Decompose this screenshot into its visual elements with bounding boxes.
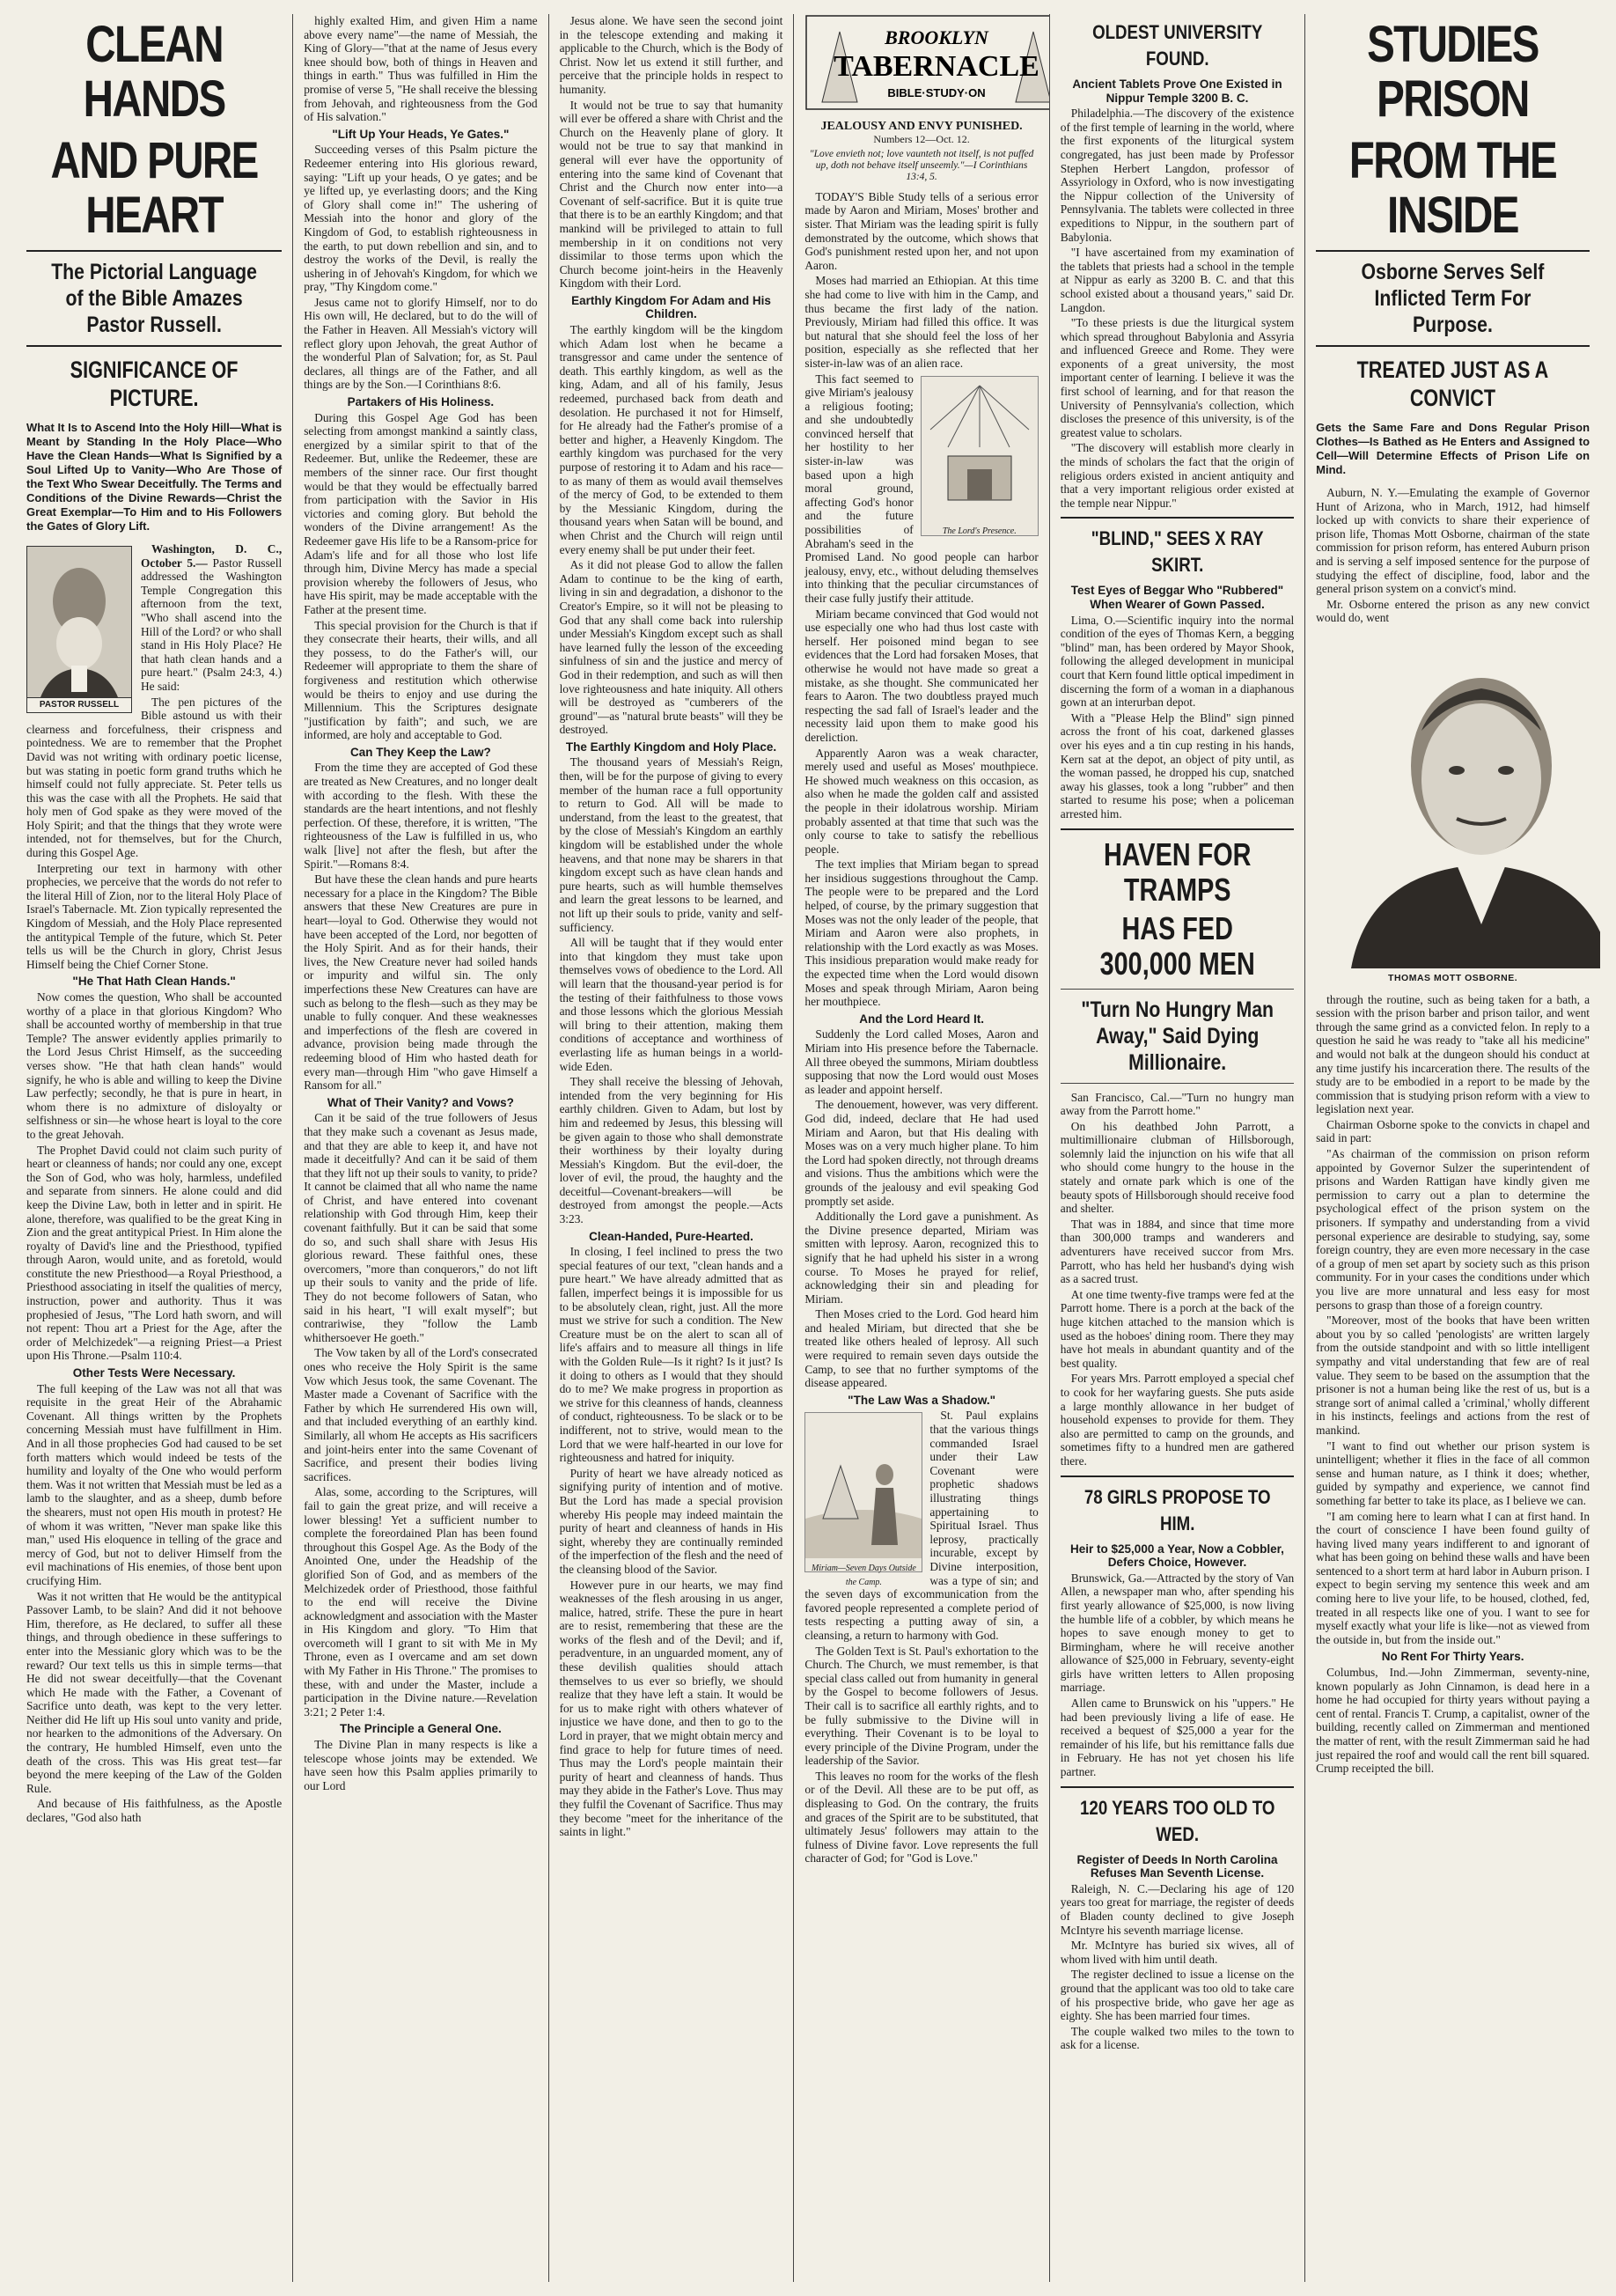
illustration-artwork (805, 1413, 922, 1558)
headline-studies-prison-2: FROM THE INSIDE (1348, 132, 1557, 244)
paragraph: St. Paul explains that the various things commanded Israel under their Law Covenant were prophetic shadows illustrating things appertaining to Spiritual Israel. Thus leprosy, practically incurable, except by Divine interposition, was a type of sin; and the seven days of excommunication from the favored people represented a complete period of tests respecting a putting away of sin, a cleansing, a return to harmony with God. (804, 1409, 1039, 1642)
paragraph: Additionally the Lord gave a punishment. As the Divine presence departed, Miriam was smitten with leprosy. Aaron, recognized this to signify that he had upheld his sister in a wrong course. To Moses he prayed for relief, acknowledging their sin and pleading for Miriam. (804, 1210, 1039, 1306)
subhead-pictorial-language: The Pictorial Language of the Bible Amazes Pastor Russell. (51, 260, 257, 337)
column-2 (293, 14, 548, 2282)
paragraph: "Moreover, most of the books that have been written about you by so called 'penologists' are written largely from the outside standpoint and with so little intelligent sympathy and vital understanding that few are of real value. They seem to be based on the assumption that the prisoner is not a human being like the rest of us, but is a strange sort of animal called a 'criminal,' wholly different in his instincts, feelings and actions from the rest of mankind. (1316, 1314, 1590, 1437)
paragraph: But have these the clean hands and pure hearts necessary for a place in the Kingdom? The Bible answers that these New Creatures are pure in heart—loyal to God. Otherwise they would not have been accepted of the Lord, nor begotten of the Holy Spirit. And as for their hands, their lives, the New Creature never had soiled hands or impurity and wilful sin. The only imperfections these New Creatures can have are such as belong to the flesh—such as they may be unable to fully conquer. And these weaknesses and imperfections of the flesh are covered in advance, provision being made through the redeeming blood of Him who hasted death for every man—through Him "who gave Himself a Ransom for all." (304, 872, 538, 1093)
pastor-russell-portrait (26, 546, 132, 713)
paragraph: From the time they are accepted of God these are treated as New Creatures, and no longer dealt with according to the flesh. With these the standards are the heart intentions, and not fleshly perfection. Of these, therefore, it is written, "The righteousness of the Law is fulfilled in us, who walk [live] not after the flesh, but after the Spirit."—Romans 8:4. (304, 761, 538, 871)
paragraph: Lima, O.—Scientific inquiry into the normal condition of the eyes of Thomas Kern, a begging "blind" man, has been ordered by Mayor Shook, following the alleged development in municipal court that Kern found little optical impediment in discerning the form of a woman in a diaphanous gown at an interurban depot. (1060, 613, 1295, 710)
divider (1061, 517, 1294, 519)
illustration-caption: The Lord's Presence. (942, 526, 1017, 537)
paragraph: As it did not please God to allow the fallen Adam to continue to be the king of earth, living in sin and degradation, a dishonor to the Creator's Empire, so it will not be pleasing to God that any shall come back into rulership under Messiah's Kingdom except such as shall have learned fully the lesson of the exceeding sinfulness of sin and the justice and mercy of God in their redemption, and such as will then love righteousness and hate iniquity. All others will be destroyed as "cumberers of the ground"—as "natural brute beasts" will they be destroyed. (559, 558, 783, 737)
paragraph: "I am coming here to learn what I can at first hand. In the court of conscience I have been found guilty of having lived many years indifferent to and ignorant of what has been going on behind these walls and have been sentenced to a short term at hard labor in Auburn prison. I expect to begin serving my sentence this week and am coming here to live your life, to be housed, clothed, fed, treated in all respects like one of you. I want to see for myself exactly what your life is like—not as viewed from the outside in, but from the inside out." (1316, 1509, 1590, 1646)
paragraph: This special provision for the Church is that if they consecrate their hearts, their wills, and all they possess, to do the Father's will, our Redeemer will appropriate to them the share of forgiveness and restitution which otherwise would be theirs to enjoy and use during the Millennium. This the Scriptures designate "justification by faith"; and such, we are informed, are holy and acceptable to God. (304, 618, 538, 742)
section-head-treated-convict: TREATED JUST AS A CONVICT (1356, 357, 1549, 411)
headline-clean-hands-2: AND PURE HEART (50, 132, 258, 244)
paragraph: The couple walked two miles to the town to ask for a license. (1060, 2024, 1295, 2052)
headline-haven-tramps-1: HAVEN FOR TRAMPS (1103, 835, 1252, 908)
paragraph: Jesus came not to glorify Himself, nor to do His own will, He declared, but to do the will of the Father in Heaven. All Messiah's victory will reflect glory upon Jehovah, the great Author of the wonderful Plan of Salvation; for, as St. Paul declares, all things are of the Father, and all things are by the Son.—I Corinthians 8:6. (304, 295, 538, 392)
paragraph: The full keeping of the Law was not all that was requisite in the great Heir of the Abrahamic Covenant. All things written by the Prophets concerning Messiah must have fulfillment in Him. And in all those prophecies God had caused to be set forth matters which would indeed be tests of the humility and loyalty of the One who would perform them. Was it not written that Messiah must be led as a lamb to the slaughter, and as a sheep, dumb before the shearers, must not open His mouth in protest? He of whom it was written, "Never man spake like this man," used His eloquence in telling of the grace and mercy of God, but not to deliver Himself from the evil machinations of His enemies, of those bent upon crucifying Him. (26, 1381, 283, 1587)
subhead-clean-handed: Clean-Handed, Pure-Hearted. (589, 1229, 753, 1243)
illustration-artwork (922, 377, 1038, 522)
paragraph: On his deathbed John Parrott, a multimillionaire clubman of Hillsborough, solemnly laid the injunction on his wife that all who should come hungry to the house in the stately and ornate park which is one of the beauty spots of Hillsborough should receive food and shelter. (1060, 1119, 1295, 1216)
paragraph: Philadelphia.—The discovery of the existence of the first temple of learning in the world, where the first exponents of the liturgical system congregated, has just been made by Professor Stephen Herbert Langdon, professor of Assyriology in Oxford, who is now investigating the Nippur collection of the University of Pennsylvania. The tablets were collected in three expeditions to Nippur, in the southern part of Babylonia. (1060, 107, 1295, 244)
dateline: Washington, D. C., October 5.— (141, 542, 283, 570)
divider (1316, 250, 1590, 252)
paragraph: That was in 1884, and since that time more than 300,000 tramps and wanderers and adventurers have received succor from Mrs. Parrott, who has held her husband's dying wish as a sacred trust. (1060, 1217, 1295, 1286)
subhead-no-rent: No Rent For Thirty Years. (1381, 1650, 1524, 1664)
deck-oldest-university: Ancient Tablets Prove One Existed in Nippur Temple 3200 B. C. (1072, 77, 1282, 105)
portrait-illustration (27, 547, 131, 712)
divider (1316, 345, 1590, 347)
paragraph: through the routine, such as being taken for a bath, a session with the prison barber and prison tailor, and went through the same grind as a convicted felon. In reply to a question he said he was ready to "take all his medicine" and would not balk at the dungeon should his conduct at any time justify his incarceration there. The results of the study are to be embodied in a report to be made by the commission that is studying prison reform with a view to legislation next year. (1316, 992, 1590, 1116)
paragraph: San Francisco, Cal.—"Turn no hungry man away from the Parrott home." (1060, 1090, 1295, 1118)
paragraph: All will be taught that if they would enter into that kingdom they must take upon themselves vows of obedience to the Lord. All will learn that the thousand-year period is for the testing of their faithfulness to those vows and those lessons which the glorious Messiah will bring to their attention, making them conditions of acceptance and worthiness of everlasting life as human beings in a world-wide Eden. (559, 936, 783, 1073)
paragraph: TODAY'S Bible Study tells of a serious error made by Aaron and Miriam, Moses' brother and sister. That Miriam was the leading spirit is fully demonstrated by the outcome, which shows that God's punishment rested upon her, and not upon Aaron. (804, 189, 1039, 272)
subhead-lift-up-heads: "Lift Up Your Heads, Ye Gates." (332, 127, 510, 141)
paragraph: During this Gospel Age God has been selecting from amongst mankind a saintly class, energized by a similar spirit to that of the Redeemer. But, unlike the Redeemer, these are members of the sinner race. Our first thought would be that they would be effectually barred from participation with the Savior in His victories and coming glory. But behold the wonders of the Divine arrangement! As the Redeemer gave His life to be a Ransom-price for Adam's life and for all those who lost life through him, Divine Mercy has made a special provision whereby the followers of Jesus, who have His spirit, may be made acceptable with the Father at the present time. (304, 410, 538, 616)
subhead-vanity-vows: What of Their Vanity? and Vows? (327, 1095, 514, 1109)
paragraph: Mr. Osborne entered the prison as any new convict would do, went (1316, 597, 1590, 625)
paragraph: The earthly kingdom will be the kingdom which Adam lost when he became a transgressor and came under the sentence of death. This earthly kingdom, as well as the king, Adam, and all of his family, Jesus redeemed, purchased back from death and desolation. He purchased it not for Himself, for He already had the Father's promise of a better and higher, a Heavenly Kingdom. The earthly kingdom was purchased for the very purpose of restoring it to Adam and his race—to as many of them as would avail themselves of the mercy of God, to be extended to them by the Messianic Kingdom, during the thousand years when Satan will be bound, and when Christ and the Church will reign until every enemy shall be put under their feet. (559, 323, 783, 556)
paragraph: Moses had married an Ethiopian. At this time she had come to live with him in the Camp, and thus became the first lady of the nation. Previously, Miriam had filled this office. It was but natural that she should feel the loss of her position, especially as she reflected that her sister-in-law was of an alien race. (804, 274, 1039, 370)
divider (1061, 989, 1294, 990)
paragraph: "To these priests is due the liturgical system which spread throughout Babylonia and Assyria and influenced Greece and Rome. They were exponents of a great university, the most important center of learning. I believe it was the first school of learning, and for that reason the University of Pennsylvania's collection, which discloses the presence of this university, is of the greatest value to scholars. (1060, 316, 1295, 439)
paragraph: The Prophet David could not claim such purity of heart or cleanness of hands; nor could any one, except the Son of God, who was holy, harmless, undefiled and separate from sinners. He alone could and did keep the Divine Law, both in letter and in spirit. He alone, therefore, was qualified to be the great King in Zion and the great antitypical Priest. In Him alone the royalty of David's line and the Priesthood, typified through Aaron, would unite, and as foretold, would constitute the new Priesthood—a Royal Priesthood, a Priesthood associating in itself the qualities of mercy, instruction, power and authority. Thus it was prophesied of Jesus, "The Lord hath sworn, and will not repent: Thou art a Priest for the Age, after the order of Melchizedek"—a reigning Priest—a Priest upon His Throne.—Psalm 110:4. (26, 1143, 283, 1363)
lead-text: Pastor Russell addressed the Washington Temple Congregation this afternoon from the text, "Who shall ascend into the Hill of the Lord? or who shall stand in His Holy Place? He that hath clean hands and a pure heart." (Psalm 24:3, 4.) He said: (141, 556, 283, 693)
paragraph: It would not be true to say that humanity will ever be offered a share with Christ and the Church on the Heavenly plane of glory. It would not be true to say that mankind in general will ever have the opportunity of entering into the same kind of Covenant that Christ and the Church now enter into—a Covenant of self-sacrifice. But it is quite true that there is to be an earthly Kingdom; and that mankind will be privileged to attain to full membership in it on conditions not very dissimilar to those terms upon which the Church become joint-heirs in the Heavenly Kingdom with their Lord. (559, 98, 783, 291)
divider (1061, 1083, 1294, 1084)
subhead-partakers: Partakers of His Holiness. (347, 395, 495, 409)
masthead-artwork (804, 14, 1049, 111)
paragraph: For years Mrs. Parrott employed a special chef to cook for her wayfaring guests. She puts aside a large monthly allowance in her budget of household expenses to provide for them. They also are permitted to camp on the grounds, and sometimes fifty to a hundred men are gathered there. (1060, 1372, 1295, 1468)
paragraph: Now comes the question, Who shall be accounted worthy of a place in that glorious Kingdom? Who shall be accounted worthy of membership in that true Temple? The answer evidently applies primarily to the Lord Jesus Christ Himself, as the succeeding verses show. "He that hath clean hands" would signify, he who is able and willing to keep the Divine Law perfectly; secondly, he that is pure in heart, in whom there is no admixture of disloyalty or selfishness or sin—he whose heart is loyal to the core to the great Jehovah. (26, 990, 283, 1141)
paragraph: The denouement, however, was very different. God did, indeed, declare that He had used Miriam and Aaron, but that His dealing with Moses was on a very much higher plane. To him the Lord had spoken directly, not through dreams and visions. Thus the ambitions which were the grounds of the jealousy and evil speaking God promptly set aside. (804, 1098, 1039, 1208)
portrait-caption: THOMAS MOTT OSBORNE. (1388, 972, 1518, 983)
paragraph: The pen pictures of the Bible astound us with their clearness and forcefulness, their crispness and pointedness. We are to remember that the Prophet David was not writing with ordinary poetic license, but was stating in poetic form grand truths which he himself could not fully appreciate. St. Peter tells us this was the case with all the Prophets. He said that holy men of God spake as they were moved of the Holy Spirit; and that the things that they wrote were intended, not for themselves, but for the Church, during this Gospel Age. (26, 695, 283, 860)
illustration-caption: Miriam—Seven Days Outside the Camp. (811, 1564, 916, 1587)
newspaper-page (16, 14, 1600, 2282)
masthead-line-3: BIBLE·STUDY·ON (887, 86, 986, 99)
paragraph: Jesus alone. We have seen the second joint in the telescope extending and making it applicable to the Church, which is the Body of Christ. Now let us extend it still further, and perceive that the principle holds in respect to humanity. (559, 14, 783, 96)
column-5 (1050, 14, 1305, 2282)
paragraph: "As chairman of the commission on prison reform appointed by Governor Sulzer the superintendent of prisons and Warden Rattigan have kindly given me permission to carry out a plan to determine the psychological effect of the prison system on the prisoners. If sympathy and understanding from a vivid personal experience are desirable to studying, say, some foreign country, they are even more necessary in the case of a group of men set apart by society such as this prison community. For in your cases the conditions under which you live are more unnatural and less easy for most persons to grasp than those of a foreign country. (1316, 1147, 1590, 1312)
paragraph: Mr. McIntyre has buried six wives, all of whom lived with him until death. (1060, 1939, 1295, 1966)
paragraph: "The discovery will establish more clearly in the minds of scholars the fact that the origin of religious orders existed in ancient antiquity and that a very important religious order existed at the temple near Nippur." (1060, 441, 1295, 510)
column-6 (1305, 14, 1600, 2282)
paragraph: highly exalted Him, and given Him a name above every name"—the name of Messiah, the King of Glory—"that at the name of Jesus every knee should bow, both of things in Heaven and things in earth." Thus was fulfilled in Him the promise of verse 5, "He shall receive the blessing from Jehovah, and righteousness from the God of His salvation." (304, 14, 538, 124)
subhead-clean-hands: "He That Hath Clean Hands." (72, 975, 236, 989)
column-3 (549, 14, 795, 2282)
paragraph: Chairman Osborne spoke to the convicts in chapel and said in part: (1316, 1117, 1590, 1145)
paragraph: Interpreting our text in harmony with other prophecies, we perceive that the words do not refer to the literal Hill of Zion, nor to the literal Holy Place of Israel's Tabernacle. Mt. Zion typically represented the Kingdom of Messiah, and the Holy Place represented the antitypical Temple of the future, which St. Peter tells us will be the Church in glory, Christ Jesus Himself being the Chief Corner Stone. (26, 861, 283, 971)
paragraph: They shall receive the blessing of Jehovah, intended from the very beginning for His earthly children. Given to Adam, but lost by him and redeemed by Jesus, this blessing will be given again to those who shall demonstrate their worthiness by their loyalty during Messiah's Kingdom. But the evil-doer, the lover of evil, the proud, the haughty and the deceitful—Covenant-breakers—will be destroyed from amongst the people.—Acts 3:23. (559, 1075, 783, 1226)
article-deck: What It Is to Ascend Into the Holy Hill—What is Meant by Standing In the Holy Place—Who Have the Clean Hands—What Is Signified by a Soul Lifted Up to Vanity—Who Are Those of the Text Who Swear Deceitfully. The Terms and Conditions of the Divine Rewards—Christ the Great Exemplar—To Him and to His Followers the Gates of Glory Lift. (26, 421, 283, 533)
divider (26, 250, 282, 252)
subhead-osborne-serves: Osborne Serves Self Inflicted Term For Purpose. (1361, 260, 1545, 337)
headline-haven-tramps-2: HAS FED 300,000 MEN (1099, 909, 1255, 982)
paragraph: The Vow taken by all of the Lord's consecrated ones who receive the Holy Spirit is the same Vow which Jesus took, the same Covenant. The Master made a Covenant of Sacrifice with the Father by which He surrendered His own will, and that included everything of an earthly kind. Similarly, all whom He accepts as His sacrificers and joint-heirs enter into the same Covenant of Sacrifice, and present their bodies living sacrifices. (304, 1346, 538, 1483)
subhead-earthly-kingdom: Earthly Kingdom For Adam and His Children. (571, 293, 771, 321)
paragraph: This leaves no room for the works of the flesh or of the Devil. All these are to be put off, as displeasing to God. On the contrary, the fruits and graces of the Spirit are to be substituted, that ultimately Jesus' followers may attain to the fulness of Divine favor. Love represents the full character of God; for "God is Love." (804, 1769, 1039, 1866)
paragraph: The text implies that Miriam began to spread her insidious suggestions throughout the Camp. The people were to be prepared and the Lord helped, of course, by the primary suggestion that Moses was not the only leader of the people, that Miriam and Aaron were also prophets, in relationship with the Lord exactly as was Moses. This insidious preparation would make ready for the expected time when the Lord would disown Moses and speak through Miriam, Aaron being her mouthpiece. (804, 857, 1039, 1009)
masthead-line-1: BROOKLYN (885, 26, 989, 48)
paragraph: Allen came to Brunswick on his "uppers." He had been previously living a life of ease. He received a bequest of $25,000 a year for the remainder of his life, but his remittance falls due in February. He has not yet chosen his life partner. (1060, 1696, 1295, 1779)
paragraph: Raleigh, N. C.—Declaring his age of 120 years too great for marriage, the register of deeds of Bladen county declined to give Joseph McIntyre his seventh marriage license. (1060, 1881, 1295, 1937)
column-4 (794, 14, 1049, 2282)
paragraph: The thousand years of Messiah's Reign, then, will be for the purpose of giving to every member of the human race a full opportunity to return to God. All will be made to understand, from the least to the greatest, that by the close of Messiah's Kingdom an earthly kingdom will be established under the whole heavens, and that none may be sharers in that kingdom except such as have clean hands and pure hearts, such as will humble themselves and learn the great lessons to be learned, and not lift up their souls to pride, vanity and self-sufficiency. (559, 755, 783, 934)
subhead-hungry-man: "Turn No Hungry Man Away," Said Dying Millionaire. (1081, 997, 1274, 1075)
subhead-other-tests: Other Tests Were Necessary. (72, 1366, 236, 1380)
deck-120-years: Register of Deeds In North Carolina Refuses Man Seventh License. (1076, 1852, 1278, 1880)
paragraph: Brunswick, Ga.—Attracted by the story of Van Allen, a newspaper man who, after spending his first yearly allowance of $25,000, is now living the humble life of a cobbler, by which means he hopes to save enough money to get to Birmingham, where he will receive another allowance of $25,000 in February, seventy-eight girls have written letters to Allen proposing marriage. (1060, 1571, 1295, 1695)
paragraph: The Divine Plan in many respects is like a telescope whose joints may be extended. We have seen how this Psalm applies primarily to our Lord (304, 1738, 538, 1792)
paragraph: The register declined to issue a license on the ground that the applicant was too old to take care of his prospective bride, who gave her age as eighty. She has been married four times. (1060, 1968, 1295, 2023)
headline-oldest-university: OLDEST UNIVERSITY FOUND. (1091, 21, 1263, 70)
paragraph: And because of His faithfulness, as the Apostle declares, "God also hath (26, 1797, 283, 1825)
subhead-principle: The Principle a General One. (339, 1722, 502, 1736)
headline-clean-hands-1: CLEAN HANDS (83, 16, 225, 128)
headline-studies-prison-1: STUDIES PRISON (1367, 16, 1539, 128)
divider (1061, 1475, 1294, 1477)
paragraph: This fact seemed to give Miriam's jealousy a religious footing; and she undoubtedly convinced herself that her hostility to her sister-in-law was based upon a high moral ground, affecting God's honor and the future possibilities of Abraham's seed in the Promised Land. No good people can harbor jealousy, envy, etc., without deluding themselves into thinking that the peculiar circumstances of their case fully justify their attitude. (804, 372, 1039, 605)
paragraph: Columbus, Ind.—John Zimmerman, seventy-nine, known popularly as John Cinnamon, is dead here in a home he had occupied for thirty years without paying a cent of rental. Francis T. Crump, a capitalist, owner of the building, recently called on Zimmerman and mentioned the matter of rent, with the result Zimmerman said he had just repaired the roof and would call the rent bill squared. Crump receipted the bill. (1316, 1666, 1590, 1776)
column-1 (16, 14, 293, 2282)
subhead-keep-law: Can They Keep the Law? (349, 745, 491, 759)
subhead-holy-place: The Earthly Kingdom and Holy Place. (565, 740, 777, 754)
paragraph: "I have ascertained from my examination of the tablets that priests had a school in the temple at Nippur as early as 3200 B. C. and that this school existed about a thousand years," said Dr. Langdon. (1060, 246, 1295, 314)
lords-presence-illustration (921, 376, 1039, 536)
paragraph: Suddenly the Lord called Moses, Aaron and Miriam into His presence before the Tabernacle. All three obeyed the summons, Miriam doubtless supposing that now the Lord would oust Moses as leader and appoint herself. (804, 1027, 1039, 1096)
headline-blind-xray: "BLIND," SEES X RAY SKIRT. (1091, 527, 1264, 577)
lesson-title: JEALOUSY AND ENVY PUNISHED. (820, 119, 1023, 133)
masthead-line-2: TABERNACLE (834, 50, 1040, 83)
paragraph: Miriam became convinced that God would not use especially one who had thus lost caste with herself. Her poisoned mind began to see evidences that the Lord had forsaken Moses, that otherwise he would not have made so great a mistake, as she thought. She communicated her fears to Aaron. The two doubtless prayed much respecting the sad fall of Israel's leader and the necessity laid upon them to make good his dereliction. (804, 607, 1039, 744)
article-deck: Gets the Same Fare and Dons Regular Prison Clothes—Is Bathed as He Enters and Assigned to Cell—Will Determine Effects of Prison Life on Mind. (1316, 421, 1590, 476)
osborne-portrait (1316, 634, 1600, 968)
deck-78-girls: Heir to $25,000 a Year, Now a Cobbler, Defers Choice, However. (1070, 1542, 1284, 1570)
lesson-reference: Numbers 12—Oct. 12. (873, 133, 970, 146)
headline-78-girls: 78 GIRLS PROPOSE TO HIM. (1083, 1485, 1271, 1534)
paragraph: Auburn, N. Y.—Emulating the example of Governor Hunt of Arizona, who in March, 1912, had himself locked up with convicts to share their experience of prison life, Thomas Mott Osborne, chairman of the state commission for prison reform, has entered Auburn prison and is serving a self imposed sentence for the purpose of studying the effect of discipline, food, labor and the general prison system on a convict's mind. (1316, 486, 1590, 596)
brooklyn-tabernacle-masthead (804, 14, 1038, 114)
paragraph: Apparently Aaron was a weak character, merely used and useful as Moses' mouthpiece. He showed much weakness on this occasion, as also when he made the golden calf and assisted the people in their idolatrous worship. Miriam probably assented at that time that such was the only course to take to satisfy the rebellious people. (804, 746, 1039, 856)
subhead-law-shadow: "The Law Was a Shadow." (848, 1393, 995, 1407)
section-head-significance: SIGNIFICANCE OF PICTURE. (70, 357, 239, 411)
paragraph: "I want to find out whether our prison system is unintelligent; whether it flies in the face of all common sense and human nature, as I think it does; whether, guided by sympathy and experience, we cannot find something far better to take its place, as I believe we can. (1316, 1439, 1590, 1507)
portrait-label: PASTOR RUSSELL (27, 697, 131, 712)
paragraph: In closing, I feel inclined to press the two special features of our text, "clean hands and a pure heart." We have already admitted that as fallen, imperfect beings it is impossible for us to be absolutely clean, right, just. All the more must we strive for such a condition. The New Creature must be on the alert to scan all of life's affairs and to measure all things in life with the Golden Rule—Is it right? Is it just? Is it doing to others as I would that they should do to me? We make progress in proportion as we strive for this cleanness of hands, cleanness of conduct, righteousness. To be slack or to be indifferent, not to strive, would mean to the Lord that we were half-hearted in our love for righteousness and hatred for iniquity. (559, 1245, 783, 1465)
paragraph: With a "Please Help the Blind" sign pinned across the front of his coat, darkened glasses over his eyes and a tin cup resting in his hands, Kern sat at the depot, an object of pity until, as the woman passed, he dropped his cup, snatched away his glasses, took a long "rubber" and then started to resume his pose; when a policeman arrested him. (1060, 710, 1295, 821)
paragraph: Then Moses cried to the Lord. God heard him and healed Miriam, but directed that she be treated like others healed of leprosy. All such were required to remain seven days outside the Camp, to see that no further symptoms of the disease appeared. (804, 1307, 1039, 1390)
paragraph: However pure in our hearts, we may find weaknesses of the flesh arousing in us anger, malice, hatred, strife. These the pure in heart are to resist, remembering that these are the works of the flesh and of the Devil; and if, peradventure, in an unguarded moment, any of these devilish qualities should attach themselves to us ever so briefly, we should realize that they have left a stain. It would be for us to make right with others whatever of injustice we have done, and then to go to the Lord in prayer, that we might obtain mercy and find grace to help for future times of need. Thus may the Lord's people maintain their purity of heart and cleanness of hands. Thus may they abide in the Father's Love. Thus may they fulfil the Covenant of Sacrifice. Thus may they become "meet for the inheritance of the saints in light." (559, 1578, 783, 1839)
deck-blind-xray: Test Eyes of Beggar Who "Rubbered" When Wearer of Gown Passed. (1070, 584, 1284, 611)
subhead-lord-heard: And the Lord Heard It. (859, 1012, 984, 1026)
divider (26, 345, 282, 347)
paragraph: The Golden Text is St. Paul's exhortation to the Church. The Church, we must remember, is that special class called out from humanity in general by the Gospel to become followers of Jesus. Their call is to sacrifice all earthly rights, and to be fully submissive to the Divine will in everything. Their Covenant is to be loyal to every principle of the Divine Program, under the leadership of the Savior. (804, 1644, 1039, 1768)
divider (1061, 828, 1294, 830)
paragraph: Was it not written that He would be the antitypical Passover Lamb, to be slain? And did it not behoove Him, therefore, as He declared, to suffer all these things, and through obedience in these sufferings to enter into the Messianic glory which was to be the reward? Our text tells us this in simple terms—that He did not swear deceitfully—that the Covenant which He made with the Father, a Covenant of Sacrifice unto death, was kept to the very letter. Neither did He lift up His soul unto vanity and pride, nor hearken to the admonitions of the Adversary. On the contrary, He humbled Himself, even unto the death of the cross. This was His great test—far beyond the mere keeping of the Law of the Golden Rule. (26, 1589, 283, 1795)
paragraph: Can it be said of the true followers of Jesus that they make such a covenant as Jesus made, and that they are able to keep it, and have not made it deceitfully? And can it be said of them that they lift not up their souls to vanity, to pride? It cannot be claimed that all who name the name of Christ, and have entered into covenant relationship with God through Him, keep their covenant faithfully. But it can be said that some do so, and such shall share with Jesus His glorious reward. These faithful ones, these overcomers, "more than conquerors," do not lift up their souls to vanity and the pride of life. They do not become followers of Satan, who said in his heart, "I will exalt myself"; but contrariwise, they "follow the Lamb whithersoever He goeth." (304, 1111, 538, 1344)
paragraph: At one time twenty-five tramps were fed at the Parrott home. There is a porch at the back of the huge kitchen attached to the mansion which is used as the hoboes' dining room. There they may have hot meals in abundant quantity and of the best quality. (1060, 1287, 1295, 1370)
paragraph: Alas, some, according to the Scriptures, will fail to gain the great prize, and will receive a lower blessing! Yet a sufficient number to complete the foreordained Plan has been found throughout this Gospel Age. As the Body of the Anointed One, under the Headship of the glorified Son of God, and as members of the Melchizedek order of Priesthood, those faithful to the end will receive the Divine acknowledgment and association with the Master in His Kingdom and glory. "To Him that overcometh will I grant to sit with Me in My Throne, even as I overcame and am set down with My Father in His Throne." The promises to these, with and under the Master, include a participation in the Divine nature.—Revelation 3:21; 2 Peter 1:4. (304, 1485, 538, 1718)
paragraph: Purity of heart we have already noticed as signifying purity of intention and of motive. But the Lord has made a special provision whereby His people may indeed maintain the purity of heart and cleanness of hands in His sight, whereby they are continually reminded of the imperfection of the flesh and the need of the cleansing blood of the Savior. (559, 1466, 783, 1576)
miriam-illustration (804, 1412, 922, 1587)
divider (1061, 1786, 1294, 1788)
paragraph: Succeeding verses of this Psalm picture the Redeemer entering into His glorious reward, saying: "Lift up your heads, O ye gates; and be ye lifted up, ye everlasting doors; and the King of Glory shall come in!" The ushering of Messiah into the honor and glory of the Kingdom of God, to establish righteousness in the earth, to put down rebellion and sin, and to destroy the works of the Devil, is really the ushering in of Jehovah's Kingdom, for which we pray, "Thy Kingdom come." (304, 143, 538, 294)
golden-text: "Love envieth not; love vaunteth not itself, is not puffed up, doth not behave itself unseemly."—I Corinthians 13:4, 5. (809, 148, 1034, 182)
headline-120-years: 120 YEARS TOO OLD TO WED. (1079, 1796, 1275, 1845)
